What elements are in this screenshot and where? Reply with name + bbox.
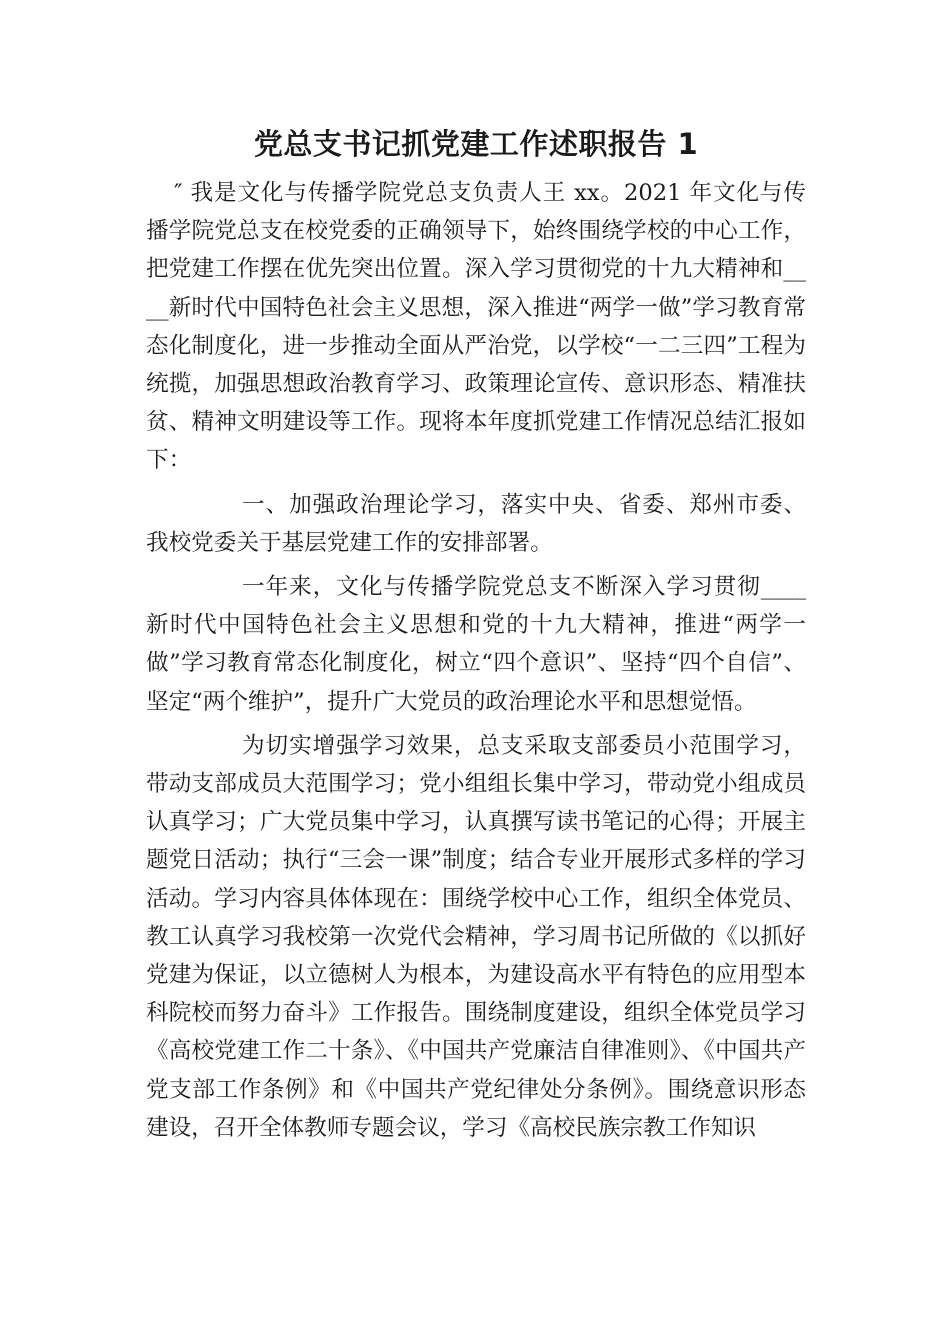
document-title: 党总支书记抓党建工作述职报告 1: [253, 127, 699, 161]
paragraph-year-summary: 一年来，文化与传播学院党总支不断深入学习贯彻____新时代中国特色社会主义思想和党的十九大精神，推进“两学一做”学习教育常态化制度化，树立“四个意识”、坚持“四个自信”、坚定“两个维护”，提升广大党员的政治理论水平和思想觉悟。: [146, 574, 806, 715]
paragraph-intro: ″ 我是文化与传播学院党总支负责人王 xx。2021 年文化与传播学院党总支在校党委的正确领导下，始终围绕学校的中心工作，把党建工作摆在优先突出位置。深入学习贯彻党的十九大精神和____新时代中国特色社会主义思想，深入推进“两学一做”学习教育常态化制度化，进一步推动全面从严治党，以学校“一二三四”工程为统揽，加强思想政治教育学习、政策理论宣传、意识形态、精准扶贫、精神文明建设等工作。现将本年度抓党建工作情况总结汇报如下：: [146, 180, 806, 474]
document-page: [146, 118, 806, 1153]
paragraph-section-heading: 一、加强政治理论学习，落实中央、省委、郑州市委、我校党委关于基层党建工作的安排部署。: [146, 491, 806, 556]
paragraph-study-measures: 为切实增强学习效果，总支采取支部委员小范围学习，带动支部成员大范围学习；党小组组长集中学习，带动党小组成员认真学习；广大党员集中学习，认真撰写读书笔记的心得；开展主题党日活动；执行“三会一课”制度；结合专业开展形式多样的学习活动。学习内容具体体现在：围绕学校中心工作，组织全体党员、教工认真学习我校第一次党代会精神，学习周书记所做的《以抓好党建为保证，以立德树人为根本，为建设高水平有特色的应用型本科院校而努力奋斗》工作报告。围绕制度建设，组织全体党员学习《高校党建工作二十条》、《中国共产党廉洁自律准则》、《中国共产党支部工作条例》和《中国共产党纪律处分条例》。围绕意识形态建设，召开全体教师专题会议，学习《高校民族宗教工作知识: [146, 732, 806, 1141]
